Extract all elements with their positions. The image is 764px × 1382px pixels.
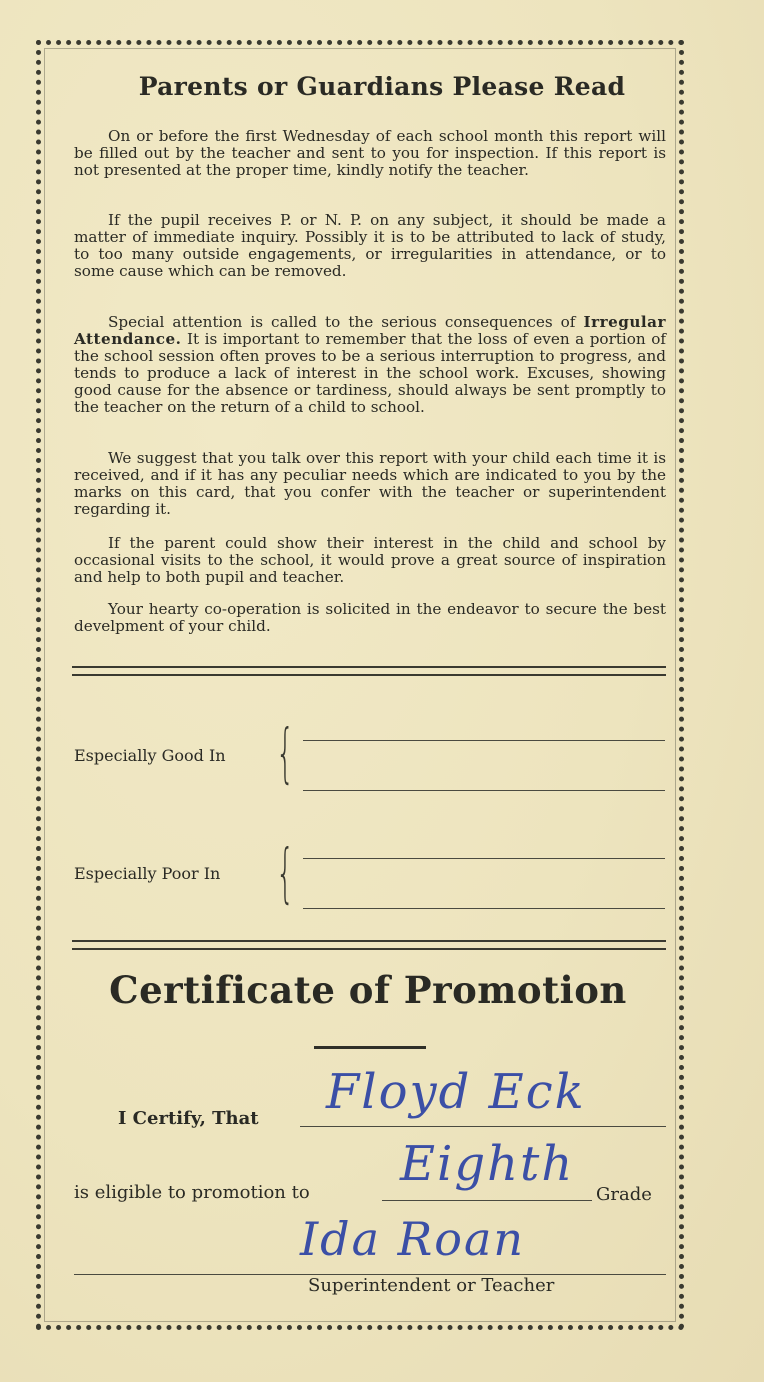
signature-handwritten: Ida Roan — [300, 1212, 526, 1266]
eligible-label: is eligible to promotion to — [74, 1182, 310, 1203]
signature-caption: Superintendent or Teacher — [308, 1275, 555, 1296]
student-name-line — [300, 1126, 666, 1127]
certify-label: I Certify, That — [118, 1108, 259, 1129]
poor-line-2 — [303, 908, 665, 909]
attendance-lead: Special attention is called to the serious consequences of — [108, 313, 576, 331]
especially-good-label: Especially Good In — [74, 746, 226, 765]
irregular-attendance-bold: Irregular Attendance. — [74, 313, 667, 348]
paragraph-talk-over: We suggest that you talk over this report with your child each time it is received, and if it has any peculiar needs which are indicated to you by the marks on this card, that you confer with the teacher or superintendent regarding it. — [74, 449, 666, 518]
good-brace: { — [276, 717, 295, 791]
paragraph-cooperation: Your hearty co-operation is solicited in the endeavor to secure the best develpment of your child. — [74, 600, 666, 635]
paragraph-report-schedule: On or before the first Wednesday of each school month this report will be filled out by the teacher and sent to you for inspection. If this report is not presented at the proper time, kindly notify the teacher. — [74, 127, 666, 179]
student-name-handwritten: Floyd Eck — [326, 1064, 586, 1120]
double-rule-top — [72, 666, 666, 676]
good-line-2 — [303, 790, 665, 791]
paragraph-poor-marks: If the pupil receives P. or N. P. on any subject, it should be made a matter of immediate inquiry. Possibly it is to be attributed to lack of study, to too many outside engagements, or irregularities in attendance, or to some cause which can be removed. — [74, 211, 666, 280]
good-line-1 — [303, 740, 665, 741]
poor-line-1 — [303, 858, 665, 859]
paragraph-visits: If the parent could show their interest in the child and school by occasional visits to the school, it would prove a great source of inspiration and help to both pupil and teacher. — [74, 534, 666, 586]
certificate-title-rule — [314, 1046, 426, 1049]
grade-label: Grade — [596, 1184, 652, 1205]
attendance-rest: It is important to remember that the loss of even a portion of the school session often proves to be a serious interruption to progress, and tends to produce a lack of interest in the school work. Excuses, showing good cause for the absence or tardiness, should always be sent promptly to the teacher on the return of a child to school. — [74, 330, 666, 416]
grade-line — [382, 1200, 592, 1201]
certificate-title: Certificate of Promotion — [109, 968, 627, 1012]
especially-poor-label: Especially Poor In — [74, 864, 221, 883]
poor-brace: { — [276, 837, 295, 911]
notice-title: Parents or Guardians Please Read — [138, 72, 626, 101]
double-rule-bottom — [72, 940, 666, 950]
paragraph-irregular-attendance — [74, 314, 666, 416]
grade-handwritten: Eighth — [400, 1136, 575, 1192]
